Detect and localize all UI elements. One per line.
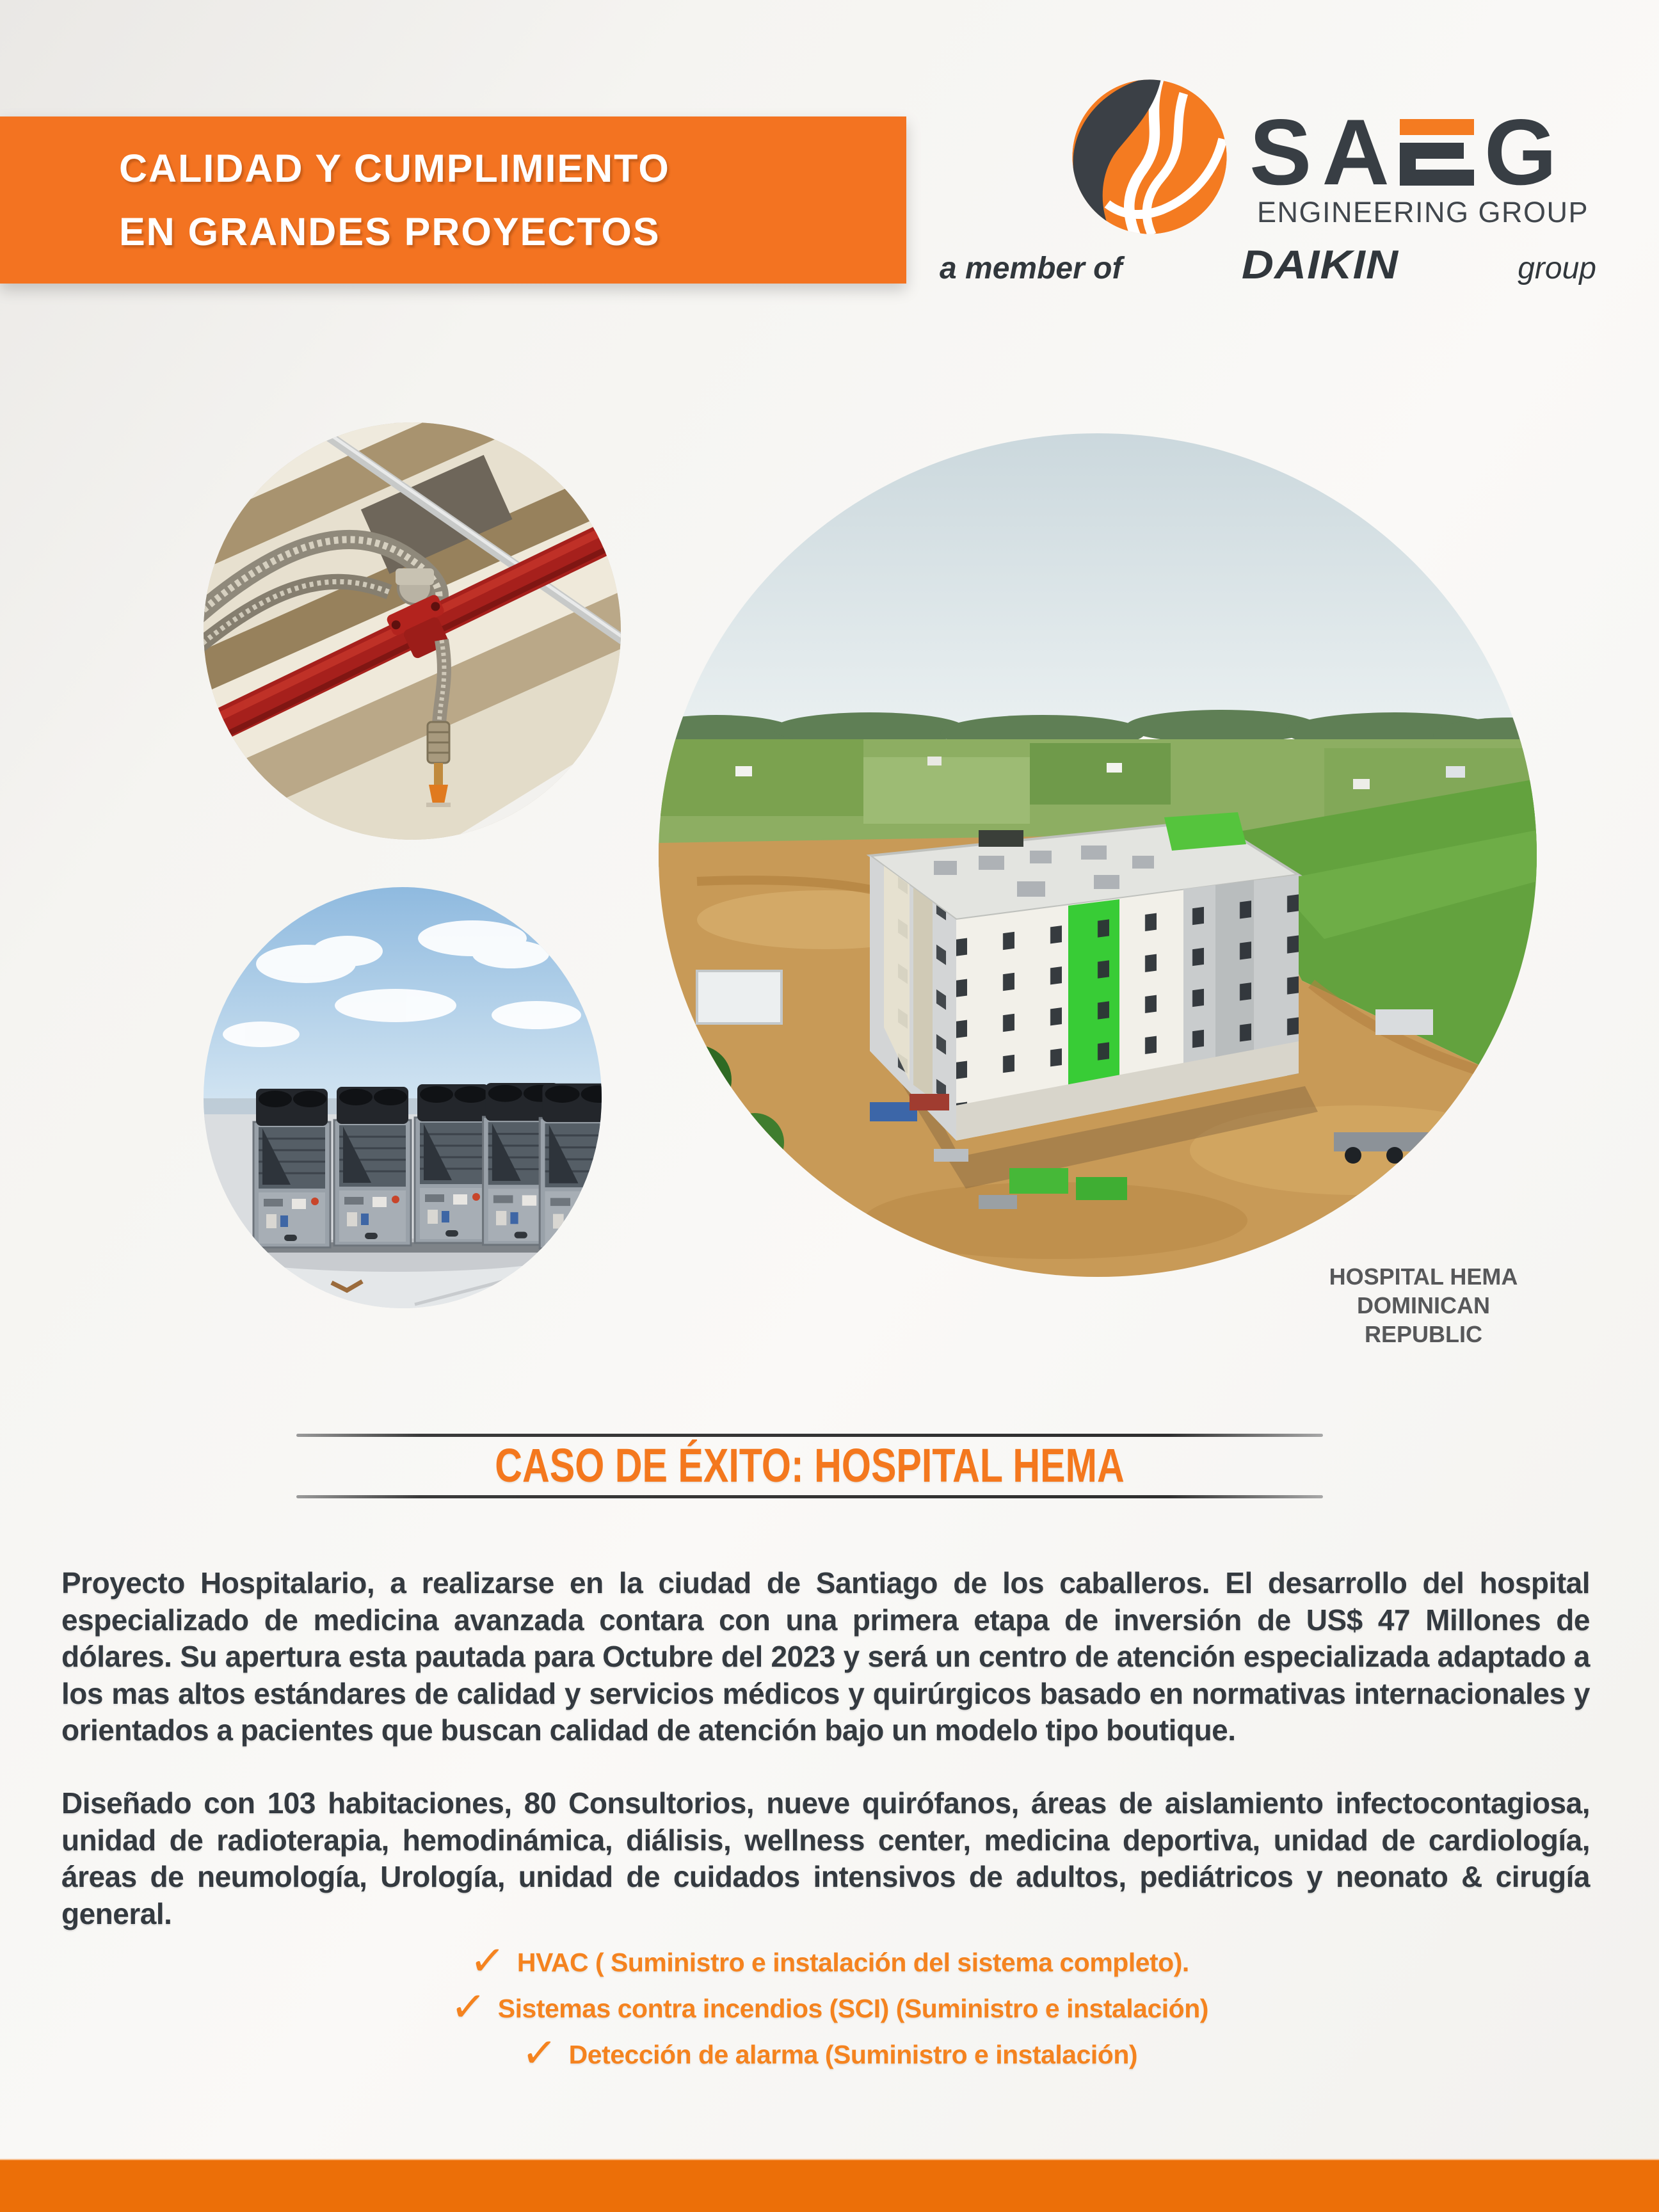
checkmark-icon: ✓ <box>449 1981 488 2033</box>
checklist-item <box>81 1935 1578 1987</box>
saeg-letter-s: S <box>1249 100 1312 204</box>
headline-banner <box>0 116 906 284</box>
saeg-letter-g: G <box>1484 100 1557 204</box>
checkmark-icon: ✓ <box>468 1935 507 1987</box>
chiller-unit <box>253 1089 330 1247</box>
checklist-item-text: HVAC ( Suministro e instalación del sistema completo). <box>517 1948 1189 1977</box>
daikin-member-line <box>940 242 1596 288</box>
saeg-e-middle-bar <box>1400 143 1464 159</box>
hospital-photo-caption <box>1298 1262 1549 1349</box>
daikin-wordmark: DAIKIN <box>1241 243 1399 287</box>
project-description-paragraph: Proyecto Hospitalario, a realizarse en la ciudad de Santiago de los caballeros. El desarrollo del hospital especializado de medicina avanzada contara con una primera etapa de inversión de US$ 47 Millones de dólares. Su apertura esta pautada para Octubre del 2023 y será un centro de atención especializada adaptado a los mas altos estándares de calidad y servicios médicos y quirúrgicos basado en normativas internacionales y orientados a pacientes que buscan calidad de atención bajo un modelo tipo boutique. <box>61 1566 1590 1747</box>
fire-sprinkler-piping-photo <box>204 422 621 840</box>
footer-bar <box>0 2159 1659 2212</box>
chiller-unit <box>540 1084 602 1249</box>
scope-checklist <box>81 1935 1578 2079</box>
logo-subtitle: ENGINEERING GROUP <box>1257 196 1589 228</box>
member-prefix: a member of <box>940 252 1123 285</box>
pickup-truck <box>1319 1219 1373 1242</box>
checklist-item <box>81 2027 1578 2079</box>
rooftop-chiller-units-photo <box>204 887 602 1308</box>
checklist-item-text: Detección de alarma (Suministro e instalación) <box>568 2040 1138 2069</box>
heading-rule-top <box>296 1434 1323 1437</box>
saeg-letter-a: A <box>1322 100 1390 204</box>
chiller-unit <box>334 1087 411 1246</box>
hospital-construction-aerial-photo <box>659 433 1537 1277</box>
banner-line-2: EN GRANDES PROYECTOS <box>119 209 661 253</box>
checklist-item <box>81 1981 1578 2033</box>
facilities-paragraph: Diseñado con 103 habitaciones, 80 Consultorios, nueve quirófanos, áreas de aislamiento infectocontagiosa, unidad de radioterapia, hemodinámica, diálisis, wellness center, medicina deportiva, unidad de cardiología, áreas de neumología, Urología, unidad de cuidados intensivos de adultos, pediátricos y neonato & cirugía general. <box>61 1786 1590 1930</box>
sky <box>659 433 1537 734</box>
member-suffix: group <box>1518 252 1596 285</box>
saeg-flame-globe-icon <box>1057 76 1242 238</box>
checkmark-icon: ✓ <box>520 2027 559 2079</box>
chiller-unit <box>415 1084 492 1243</box>
saeg-letter-e <box>1400 119 1474 186</box>
heading-rule-bottom <box>296 1495 1323 1498</box>
saeg-e-bottom-bar <box>1400 170 1474 186</box>
caption-line-2: DOMINICAN REPUBLIC <box>1357 1292 1490 1347</box>
checklist-item-text: Sistemas contra incendios (SCI) (Suministro e instalación) <box>497 1994 1208 2023</box>
site-warehouse <box>697 971 781 1023</box>
saeg-wordmark <box>1249 100 1557 204</box>
caption-line-1: HOSPITAL HEMA <box>1329 1263 1518 1290</box>
saeg-e-orange-bar <box>1400 119 1474 135</box>
case-study-heading: CASO DE ÉXITO: HOSPITAL HEMA <box>495 1439 1125 1492</box>
banner-line-1: CALIDAD Y CUMPLIMIENTO <box>119 146 670 190</box>
